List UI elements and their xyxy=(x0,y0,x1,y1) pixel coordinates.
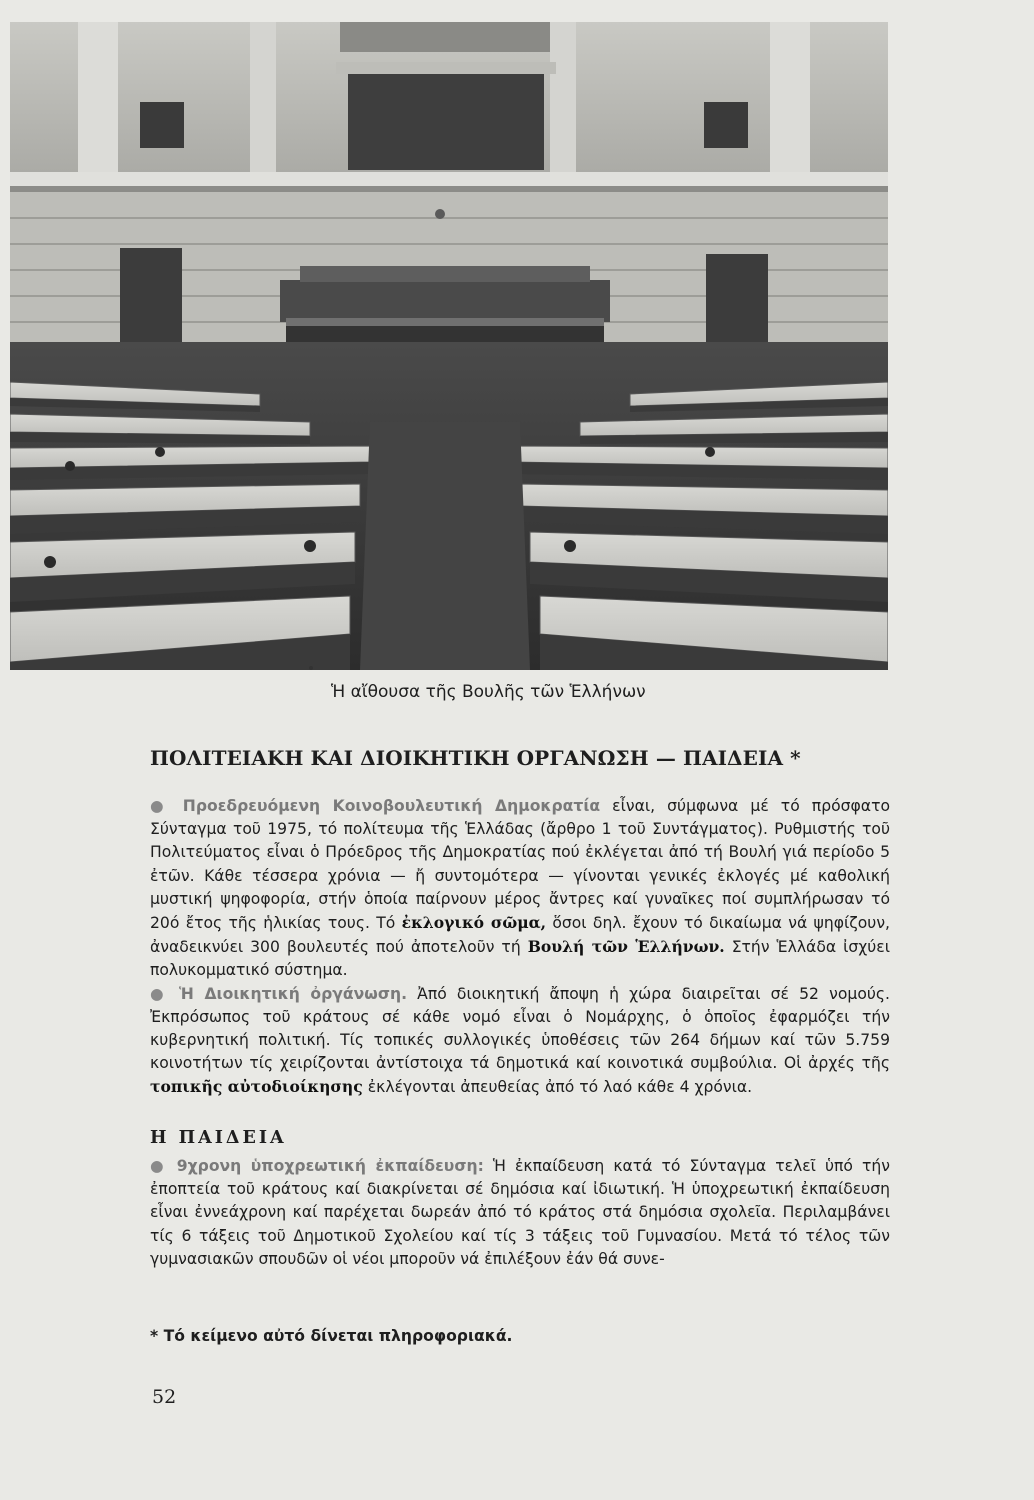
section-heading: ΠΟΛΙΤΕΙΑΚΗ ΚΑΙ ΔΙΟΙΚΗΤΙΚΗ ΟΡΓΑΝΩΣΗ — ΠΑΙΔΕΙΑ * xyxy=(150,746,801,770)
paragraph-administration xyxy=(150,983,890,1100)
parliament-photo-drawing xyxy=(10,22,888,670)
page-number: 52 xyxy=(152,1386,177,1408)
bullet-icon: ● xyxy=(150,797,171,815)
paragraph-education xyxy=(150,1155,890,1271)
footnote: * Τό κείμενο αὐτό δίνεται πληροφοριακά. xyxy=(150,1327,513,1345)
parliament-photo xyxy=(10,22,888,670)
bullet-icon: ● xyxy=(150,1157,168,1175)
bullet-icon: ● xyxy=(150,984,169,1003)
section-constitution xyxy=(150,795,890,1100)
paragraph-lead: Ἡ Διοικητική ὀργάνωση. xyxy=(179,984,407,1003)
paragraph-text: εἶναι, σύμφωνα μέ τό πρόσφατο Σύνταγμα τοῦ 1975, τό πολίτευμα τῆς Ἑλλάδας (ἄρθρο 1 τοῦ Συντάγματος). Ρυθμιστής τοῦ Πολιτεύματος εἶναι ὁ Πρόεδρος τῆς Δημοκρατίας πού ἐκλέγεται ἀπό τή Βουλή γιά περίοδο 5 ἐτῶν. Κάθε τέσσερα χρόνια — ἤ συντομότερα — γίνονται γενικές ἐκλογές μέ καθολική μυστική ψηφοφορία, στήν ὁποία παίρνουν μέρος ἄντρες καί γυναῖκες ποί συμπλήρωσαν τό 20ό ἔτος τῆς ἡλικίας τους. Τό xyxy=(150,797,891,933)
stray-mark xyxy=(309,666,313,670)
paragraph-text: ὅσοι δηλ. ἔχουν τό δικαίωμα νά ψηφίζουν, ἀναδεικνύει 300 βουλευτές πού ἀποτελοῦν τή xyxy=(150,914,890,957)
photo-caption: Ἡ αἴθουσα τῆς Βουλῆς τῶν Ἑλλήνων xyxy=(331,682,646,702)
section-education xyxy=(150,1155,890,1271)
paragraph-text: ἐκλέγονται ἀπευθείας ἀπό τό λαό κάθε 4 χρόνια. xyxy=(362,1078,753,1097)
emphasis: τοπικῆς αὐτοδιοίκησης xyxy=(150,1077,363,1097)
emphasis: ἐκλογικό σῶμα, xyxy=(401,913,547,933)
paragraph-text: Ἡ ἐκπαίδευση κατά τό Σύνταγμα τελεῖ ὑπό τήν ἐποπτεία τοῦ κράτους καί διακρίνεται σέ δημόσια καί ἰδιωτική. Ἡ ὑποχρεωτική ἐκπαίδευση εἶναι ἐννεάχρονη καί παρέχεται δωρεάν ἀπό τό κράτος στά δημόσια σχολεῖα. Περιλαμβάνει τίς 6 τάξεις τοῦ Δημοτικοῦ Σχολείου καί τίς 3 τάξεις τοῦ Γυμνασίου. Μετά τό τέλος τῶν γυμνασιακῶν σπουδῶν οἱ νέοι μποροῦν νά ἐπιλέξουν ἐάν θά συνε- xyxy=(150,1157,890,1268)
paragraph-constitution xyxy=(150,795,890,983)
paragraph-text: Στήν Ἑλλάδα ἰσχύει πολυκομματικό σύστημα. xyxy=(150,938,891,980)
paragraph-text: Ἀπό διοικητική ἄποψη ἡ χώρα διαιρεῖται σέ 52 νομούς. Ἐκπρόσωπος τοῦ κράτους σέ κάθε νομό εἶναι ὁ Νομάρχης, ὁ ὁποῖος ἐφαρμόζει τήν κυβερνητική πολιτική. Τίς τοπικές συλλογικές ὑποθέσεις τῶν 264 δήμων καί τῶν 5.759 κοινοτήτων τίς χειρίζονται ἀντίστοιχα τά δημοτικά καί κοινοτικά συμβούλια. Οἱ ἀρχές τῆς xyxy=(150,984,890,1073)
emphasis: Βουλή τῶν Ἑλλήνων. xyxy=(527,937,725,957)
paragraph-lead: 9χρονη ὑποχρεωτική ἐκπαίδευση: xyxy=(176,1157,484,1175)
paragraph-lead: Προεδρευόμενη Κοινοβουλευτική Δημοκρατία xyxy=(182,797,601,815)
education-heading: Η ΠΑΙΔΕΙΑ xyxy=(150,1128,287,1148)
